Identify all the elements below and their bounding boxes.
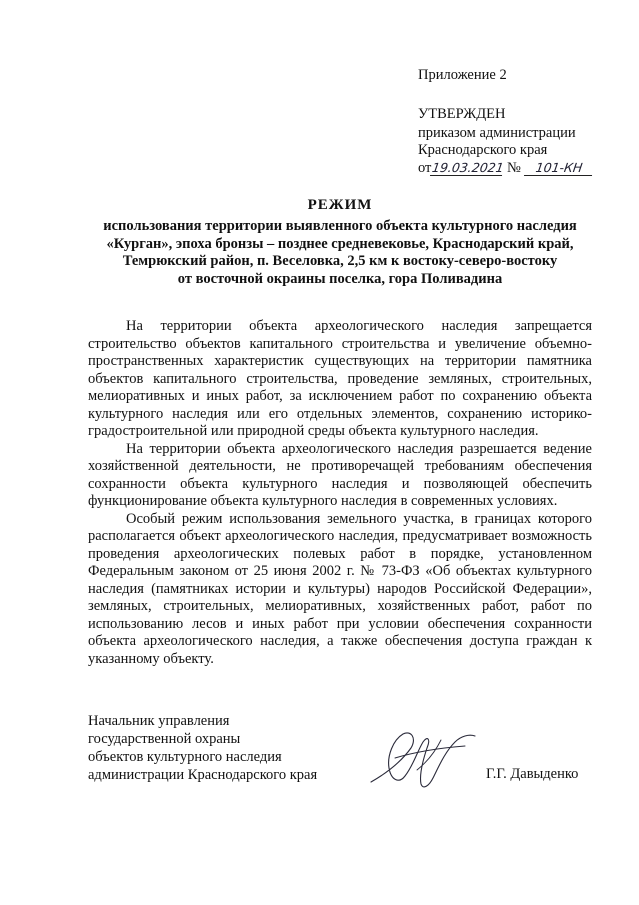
order-number-handwritten: 101-КН bbox=[523, 161, 593, 176]
order-date-handwritten: 19.03.2021 bbox=[431, 159, 506, 175]
title-line-4: от восточной окраины поселка, гора Поливадина bbox=[177, 270, 503, 287]
paragraph-special-regime: Особый режим использования земельного участка, в границах которого располагается объект археологического наследия, предусматривает возможность проведения археологических полевых работ в порядке, установленном Федеральным законом от 25 июня 2002 г. № 73-ФЗ «Об объектах культурного наследия (памятниках истории и культуры) народов Российской Федерации», земляных, строительных, мелиоративных, хозяйственных работ, работ по использованию лесов и иных работ при условии обеспечения сохранности объекта археологического наследия, а также обеспечения доступа граждан к указанному объекту. bbox=[88, 510, 592, 667]
signatory-position-line-1: Начальник управления bbox=[88, 713, 230, 729]
title-line-3: Темрюкский район, п. Веселовка, 2,5 км к востоку-северо-востоку bbox=[122, 253, 558, 269]
approval-line-1: приказом администрации bbox=[418, 124, 576, 141]
approval-line-2: Краснодарского края bbox=[418, 142, 548, 158]
document-body bbox=[88, 318, 592, 668]
signatory-position bbox=[88, 712, 317, 784]
order-reference bbox=[418, 160, 593, 178]
title-line-2: «Курган», эпоха бронзы – позднее средневековье, Краснодарский край, bbox=[106, 235, 574, 252]
order-from-label: от bbox=[418, 159, 432, 176]
appendix-label: Приложение 2 bbox=[418, 67, 507, 83]
paragraph-prohibitions: На территории объекта археологического наследия запрещается строительство объектов капитального строительства и увеличение объемно-пространственных характеристик существующих на территории памятника объектов капитального строительства, проведение земляных, строительных, мелиоративных и иных работ, за исключением работ по сохранению объекта культурного наследия или его отдельных элементов, сохранению историко-градостроительной или природной среды объекта культурного наследия. bbox=[88, 318, 592, 439]
order-number-label: № bbox=[507, 159, 521, 176]
approval-title: УТВЕРЖДЕН bbox=[418, 106, 506, 122]
approval-block bbox=[418, 106, 593, 177]
signatory-position-line-2: государственной охраны bbox=[88, 731, 241, 747]
paragraph-permissions: На территории объекта археологического наследия разрешается ведение хозяйственной деятельности, не противоречащей требованиям обеспечения сохранности объекта культурного наследия и позволяющей обеспечить функционирование объекта культурного наследия в современных условиях. bbox=[88, 440, 592, 509]
handwritten-signature bbox=[365, 722, 480, 794]
signatory-position-line-4: администрации Краснодарского края bbox=[88, 767, 318, 783]
title-line-1: использования территории выявленного объекта культурного наследия bbox=[103, 218, 577, 234]
signatory-name: Г.Г. Давыденко bbox=[486, 766, 579, 782]
signatory-position-line-3: объектов культурного наследия bbox=[88, 749, 282, 765]
document-title bbox=[60, 197, 620, 288]
title-word: РЕЖИМ bbox=[307, 197, 373, 213]
